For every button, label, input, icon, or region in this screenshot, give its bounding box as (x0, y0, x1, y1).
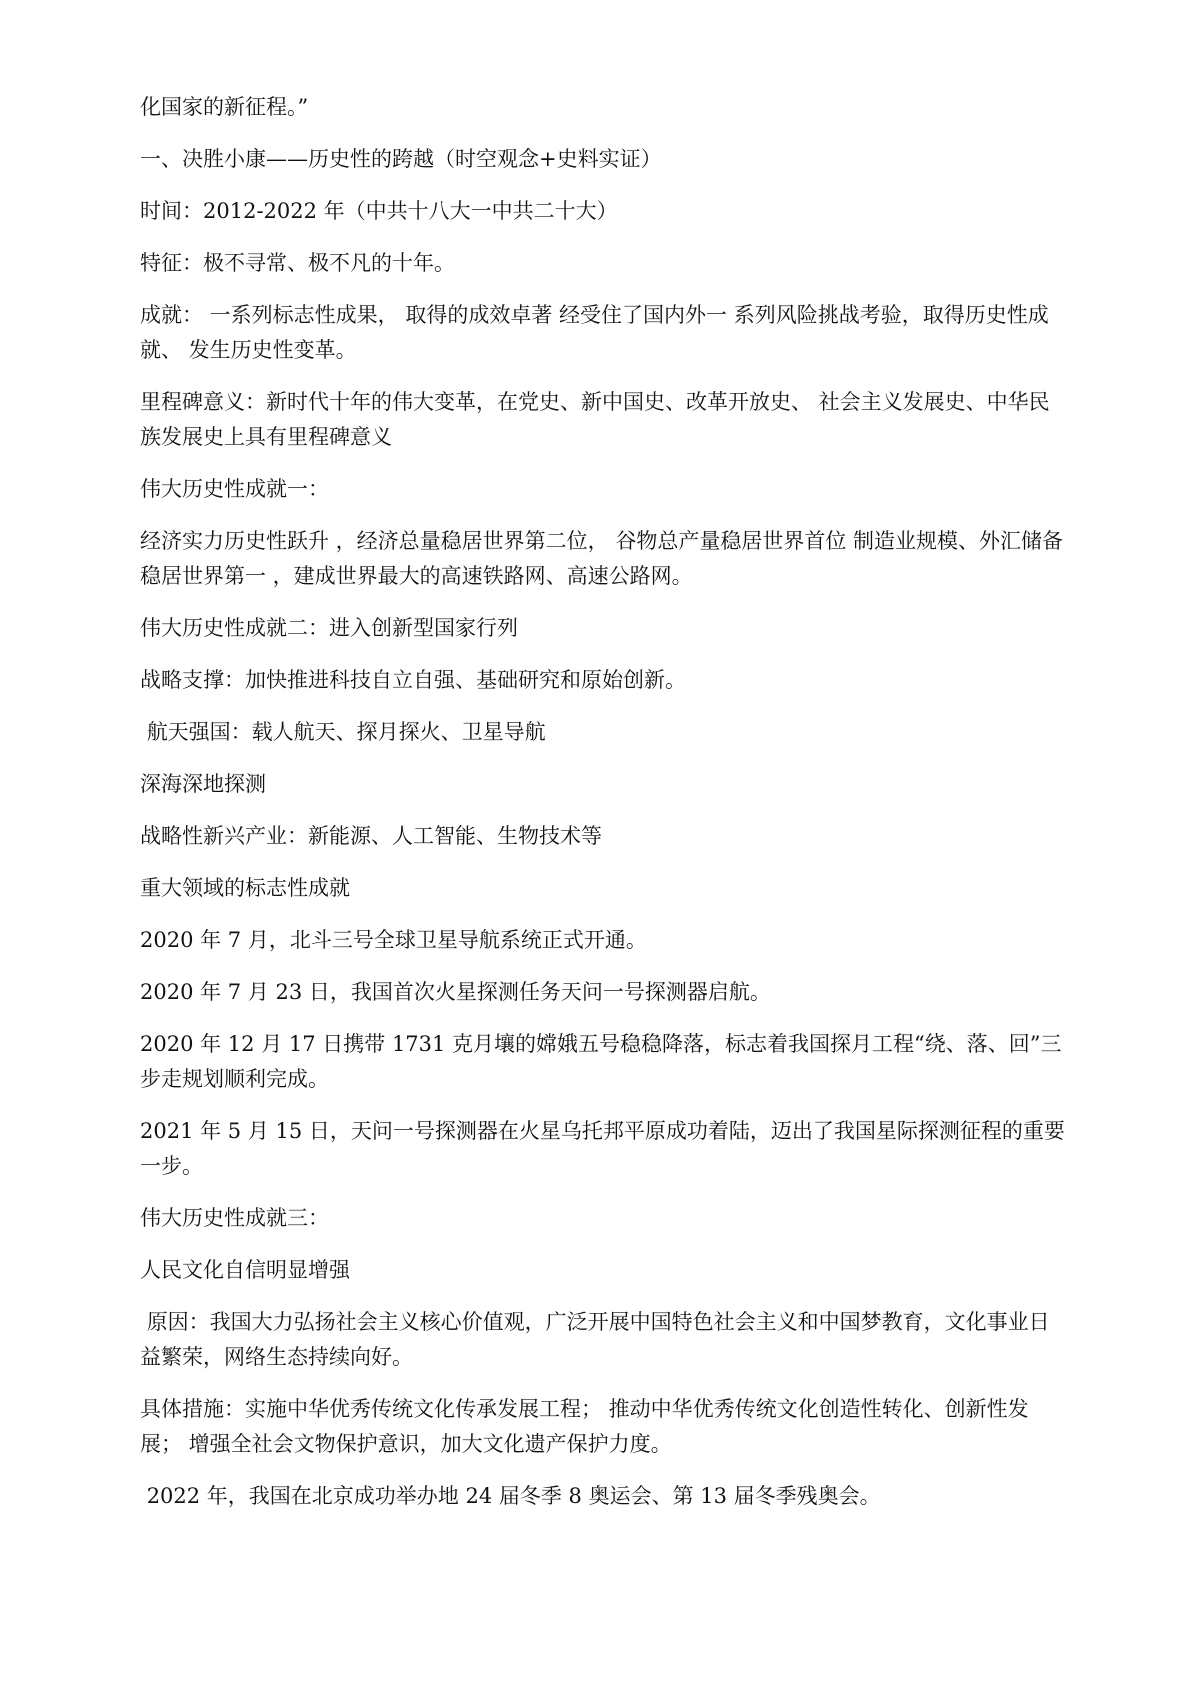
section-heading: 一、决胜小康——历史性的跨越（时空观念+史料实证） (140, 147, 662, 171)
paragraph-aerospace: 航天强国：载人航天、探月探火、卫星导航 (140, 720, 546, 744)
paragraph-beidou: 2020 年 7 月，北斗三号全球卫星导航系统正式开通。 (140, 928, 647, 952)
paragraph-economy: 经济实力历史性跃升 ，经济总量稳居世界第二位， 谷物总产量稳居世界首位 制造业规模、外汇储备稳居世界第一 ，建成世界最大的高速铁路网、高速公路网。 (140, 529, 1064, 588)
subheading-achievement-one: 伟大历史性成就一： (140, 477, 329, 501)
paragraph-landmark-achievements: 重大领域的标志性成就 (140, 876, 350, 900)
subheading-achievement-two: 伟大历史性成就二：进入创新型国家行列 (140, 616, 518, 640)
paragraph-tianwen-landing: 2021 年 5 月 15 日，天问一号探测器在火星乌托邦平原成功着陆，迈出了我国星际探测征程的重要一步。 (140, 1119, 1065, 1178)
paragraph-measures: 具体措施：实施中华优秀传统文化传承发展工程； 推动中华优秀传统文化创造性转化、创新性发展； 增强全社会文物保护意识，加大文化遗产保护力度。 (140, 1397, 1029, 1456)
paragraph-cultural-confidence: 人民文化自信明显增强 (140, 1258, 350, 1282)
paragraph-milestone: 里程碑意义：新时代十年的伟大变革，在党史、新中国史、改革开放史、 社会主义发展史、中华民族发展史上具有里程碑意义 (140, 390, 1050, 449)
paragraph-reason: 原因：我国大力弘扬社会主义核心价值观，广泛开展中国特色社会主义和中国梦教育，文化事业日益繁荣，网络生态持续向好。 (140, 1310, 1050, 1369)
paragraph-time: 时间：2012-2022 年（中共十八大一中共二十大） (140, 199, 618, 223)
subheading-achievement-three: 伟大历史性成就三： (140, 1206, 329, 1230)
paragraph-emerging-industries: 战略性新兴产业：新能源、人工智能、生物技术等 (140, 824, 602, 848)
paragraph-continuation: 化国家的新征程。” (140, 95, 309, 119)
document-body (140, 90, 1070, 1531)
paragraph-strategy-support: 战略支撑：加快推进科技自立自强、基础研究和原始创新。 (140, 668, 686, 692)
paragraph-feature: 特征：极不寻常、极不凡的十年。 (140, 251, 455, 275)
paragraph-deep-exploration: 深海深地探测 (140, 772, 266, 796)
paragraph-olympics: 2022 年，我国在北京成功举办地 24 届冬季 8 奥运会、第 13 届冬季残奥会。 (140, 1484, 881, 1508)
paragraph-achievement: 成就： 一系列标志性成果， 取得的成效卓著 经受住了国内外一 系列风险挑战考验，取得历史性成就、 发生历史性变革。 (140, 303, 1049, 362)
paragraph-tianwen-launch: 2020 年 7 月 23 日，我国首次火星探测任务天问一号探测器启航。 (140, 980, 771, 1004)
paragraph-change5: 2020 年 12 月 17 日携带 1731 克月壤的嫦娥五号稳稳降落，标志着我国探月工程“绕、落、回”三步走规划顺利完成。 (140, 1032, 1062, 1091)
